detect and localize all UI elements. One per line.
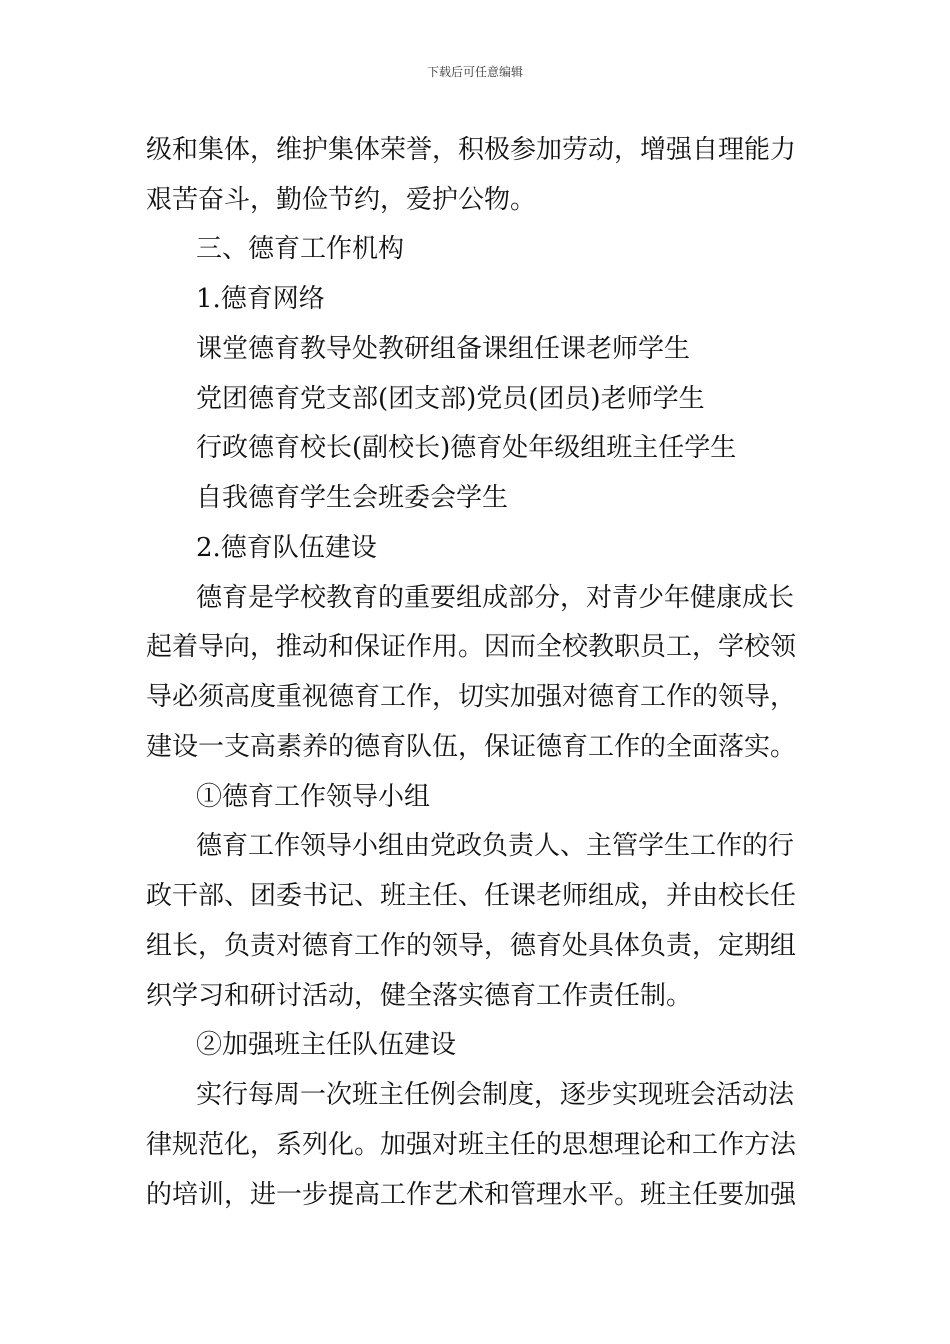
subsection-heading: 1.德育网络 [196,284,325,314]
text-line: 级和集体，维护集体荣誉，积极参加劳动，增强自理能力 [146,135,797,165]
text-line: 课堂德育教导处教研组备课组任课老师学生 [196,334,691,364]
text-line: 实行每周一次班主任例会制度，逐步实现班会活动法 [196,1080,795,1110]
text-line: 建设一支高素养的德育队伍，保证德育工作的全面落实。 [146,732,797,762]
text-line: 组长，负责对德育工作的领导，德育处具体负责，定期组 [146,931,797,961]
text-line: 起着导向，推动和保证作用。因而全校教职员工，学校领 [146,632,797,662]
subsection-heading: ①德育工作领导小组 [196,782,431,812]
text-line: 自我德育学生会班委会学生 [196,483,509,513]
text-line: 德育是学校教育的重要组成部分，对青少年健康成长 [196,583,795,613]
text-line: 行政德育校长(副校长)德育处年级组班主任学生 [196,433,737,463]
text-line: 的培训，进一步提高工作艺术和管理水平。班主任要加强 [146,1180,797,1210]
page-header: 下载后可任意编辑 [426,65,523,79]
text-line: 德育工作领导小组由党政负责人、主管学生工作的行 [196,831,795,861]
text-line: 织学习和研讨活动，健全落实德育工作责任制。 [146,981,693,1011]
subsection-heading: ②加强班主任队伍建设 [196,1030,457,1060]
subsection-heading: 2.德育队伍建设 [196,533,377,563]
text-line: 政干部、团委书记、班主任、任课老师组成，并由校长任 [146,881,797,911]
text-line: 党团德育党支部(团支部)党员(团员)老师学生 [196,384,705,414]
text-line: 导必须高度重视德育工作，切实加强对德育工作的领导， [146,682,797,712]
text-line: 艰苦奋斗，勤俭节约，爱护公物。 [146,185,537,215]
section-heading: 三、德育工作机构 [196,234,405,264]
text-line: 律规范化，系列化。加强对班主任的思想理论和工作方法 [146,1130,797,1160]
